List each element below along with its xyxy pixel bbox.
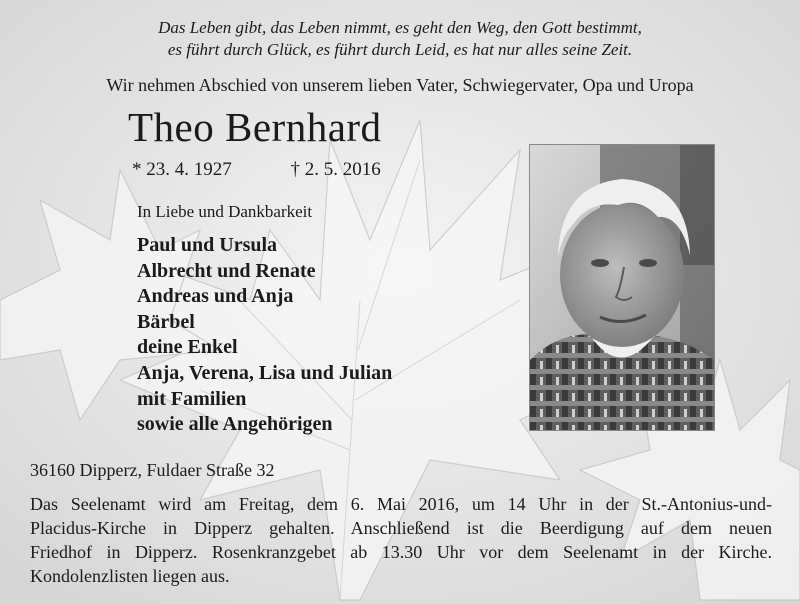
poem-line-2: es führt durch Glück, es führt durch Leid, es hat nur alles seine Zeit. — [167, 40, 633, 59]
mourner-entry: deine Enkel — [137, 336, 238, 359]
mourner-entry: Paul und Ursula — [137, 234, 278, 256]
birth-date: * 23. 4. 1927 — [132, 159, 232, 180]
death-date: † 2. 5. 2016 — [290, 159, 381, 180]
notice-line-3: Friedhof in Dipperz. Rosenkranzgebet ab 13.30 Uhr vor dem Seelenamt in der Kirche. — [30, 542, 772, 562]
life-dates — [132, 159, 381, 181]
portrait-photo — [529, 144, 715, 431]
mourner-entry: Bärbel — [137, 310, 195, 333]
poem-line-1: Das Leben gibt, das Leben nimmt, es geht den Weg, den Gott bestimmt, — [158, 18, 642, 37]
family-address: 36160 Dipperz, Fuldaer Straße 32 — [30, 460, 275, 480]
mourner-entry: mit Familien — [137, 387, 247, 410]
mourners-list — [137, 233, 392, 438]
mourner-entry: Andreas und Anja — [137, 285, 294, 308]
mourner-entry: Albrecht und Renate — [137, 259, 316, 282]
notice-line-1: Das Seelenamt wird am Freitag, dem 6. Mai 2016, um 14 Uhr in der St.-Antonius-und- — [30, 494, 772, 514]
notice-line-4: Kondolenzlisten liegen aus. — [30, 566, 230, 586]
deceased-name: Theo Bernhard — [128, 104, 382, 150]
service-notice — [30, 492, 772, 588]
poem-verse — [0, 17, 800, 61]
mourner-entry: sowie alle Angehörigen — [137, 413, 333, 436]
notice-line-2: Placidus-Kirche in Dipperz gehalten. Anschließend ist die Beerdigung auf dem neuen — [30, 518, 772, 538]
portrait-illustration — [530, 145, 714, 430]
love-line: In Liebe und Dankbarkeit — [137, 202, 313, 221]
mourner-entry: Anja, Verena, Lisa und Julian — [137, 361, 393, 384]
intro-line: Wir nehmen Abschied von unserem lieben Vater, Schwiegervater, Opa und Uropa — [106, 75, 694, 95]
